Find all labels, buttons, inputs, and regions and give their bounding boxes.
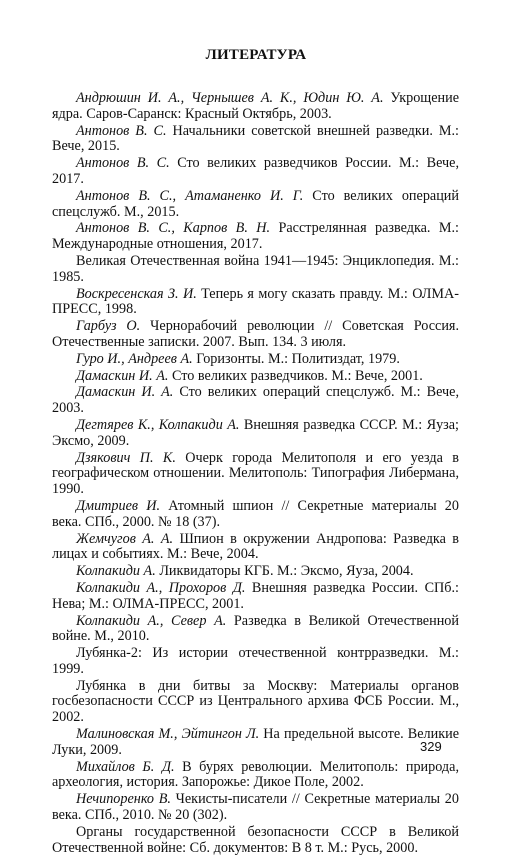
- reference-entry: [52, 825, 459, 857]
- reference-text: Великая Отечественная война 1941—1945: Энциклопедия. М.: 1985.: [52, 252, 459, 285]
- reference-entry: [52, 451, 459, 498]
- reference-author: Дзякович П. К.: [76, 449, 176, 466]
- reference-entry: [52, 564, 459, 580]
- reference-text: Лубянка-2: Из истории отечественной контрразведки. М.: 1999.: [52, 645, 459, 677]
- reference-text: Органы государственной безопасности СССР в Великой Отечественной войне: Сб. документов: В 8 т. М.: Русь, 2000.: [52, 823, 459, 856]
- reference-entry: [52, 385, 459, 417]
- reference-author: Дамаскин И. А.: [76, 367, 169, 384]
- reference-text: Горизонты. М.: Политиздат, 1979.: [192, 350, 400, 367]
- reference-author: Дмитриев И.: [76, 497, 161, 514]
- reference-author: Колпакиди А.: [76, 563, 156, 580]
- reference-text: Чекисты-писатели // Секретные материалы 20 века. СПб., 2010. № 20 (302).: [52, 791, 459, 824]
- page-title: ЛИТЕРАТУРА: [205, 47, 307, 63]
- reference-author: Малиновская М., Эйтингон Л.: [76, 726, 260, 743]
- reference-author: Дегтярев К., Колпакиди А.: [76, 416, 240, 433]
- reference-author: Жемчугов А. А.: [76, 530, 174, 547]
- reference-author: Гуро И., Андреев А.: [76, 350, 193, 367]
- reference-author: Колпакиди А., Север А.: [76, 612, 227, 629]
- page-number: 329: [420, 739, 442, 754]
- reference-entry: [52, 254, 459, 286]
- reference-text: Сто великих разведчиков России. М.: Вече, 2017.: [52, 155, 459, 187]
- reference-entry: [52, 760, 459, 792]
- reference-text: Лубянка в дни битвы за Москву: Материалы органов госбезопасности СССР из Центрального архива ФСБ России. М., 2002.: [52, 677, 459, 726]
- reference-text: Шпион в окружении Андропова: Разведка в лицах и событиях. М.: Вече, 2004.: [52, 530, 459, 563]
- reference-text: Атомный шпион // Секретные материалы 20 века. СПб., 2000. № 18 (37).: [52, 497, 459, 530]
- reference-text: Разведка в Великой Отечественной войне. М., 2010.: [52, 612, 459, 645]
- reference-text: Очерк города Мелитополя и его уезда в географическом отношении. Мелитополь: Типография Либермана, 1990.: [52, 449, 459, 498]
- reference-entry: [52, 499, 459, 531]
- reference-entry: [52, 369, 459, 385]
- reference-author: Колпакиди А., Прохоров Д.: [76, 579, 246, 596]
- reference-author: Антонов В. С.: [76, 155, 170, 172]
- reference-entry: [52, 319, 459, 351]
- reference-author: Нечипоренко В.: [76, 791, 171, 808]
- reference-entry: [52, 221, 459, 253]
- reference-author: Антонов В. С., Карпов В. Н.: [76, 220, 271, 237]
- reference-text: Ликвидаторы КГБ. М.: Эксмо, Яуза, 2004.: [155, 563, 414, 580]
- reference-entry: [52, 581, 459, 613]
- reference-entry: [52, 727, 459, 759]
- reference-author: Антонов В. С.: [76, 122, 167, 139]
- reference-entry: [52, 91, 459, 123]
- reference-entry: [52, 679, 459, 726]
- reference-entry: [52, 124, 459, 156]
- reference-entry: [52, 418, 459, 450]
- reference-author: Антонов В. С., Атаманенко И. Г.: [76, 187, 304, 204]
- reference-author: Андрюшин И. А., Чернышев А. К., Юдин Ю. А.: [76, 90, 384, 106]
- reference-author: Дамаскин И. А.: [76, 384, 174, 401]
- reference-text: Чернорабочий революции // Советская Россия. Отечественные записки. 2007. Вып. 134. 3 июля.: [52, 318, 459, 350]
- reference-text: Сто великих операций спецслужб. М., 2015.: [52, 187, 459, 220]
- reference-entry: [52, 287, 459, 319]
- reference-entry: [52, 156, 459, 188]
- reference-text: На предельной высоте. Великие Луки, 2009.: [52, 726, 459, 758]
- reference-text: Начальники советской внешней разведки. М.: Вече, 2015.: [52, 122, 459, 155]
- reference-entry: [52, 614, 459, 646]
- reference-entry: [52, 646, 459, 678]
- reference-text: Сто великих операций спецслужб. М.: Вече, 2003.: [52, 384, 459, 417]
- reference-entry: [52, 532, 459, 564]
- reference-text: Теперь я могу сказать правду. М.: ОЛМА-ПРЕСС, 1998.: [52, 285, 459, 318]
- reference-list: [52, 91, 459, 857]
- reference-text: Внешняя разведка России. СПб.: Нева; М.: ОЛМА-ПРЕСС, 2001.: [52, 579, 459, 612]
- reference-author: Михайлов Б. Д.: [76, 758, 175, 775]
- reference-author: Воскресенская З. И.: [76, 285, 197, 302]
- reference-author: Гарбуз О.: [76, 318, 141, 335]
- reference-text: Укрощение ядра. Саров-Саранск: Красный Октябрь, 2003.: [52, 90, 459, 122]
- reference-entry: [52, 352, 459, 368]
- reference-entry: [52, 189, 459, 221]
- reference-entry: [52, 792, 459, 824]
- reference-text: Внешняя разведка СССР. М.: Яуза; Эксмо, 2009.: [52, 416, 460, 449]
- reference-text: Расстрелянная разведка. М.: Международные отношения, 2017.: [52, 220, 459, 253]
- reference-text: В бурях революции. Мелитополь: природа, археология, история. Запорожье: Дикое Поле, 2002.: [52, 758, 459, 791]
- reference-text: Сто великих разведчиков. М.: Вече, 2001.: [168, 367, 423, 384]
